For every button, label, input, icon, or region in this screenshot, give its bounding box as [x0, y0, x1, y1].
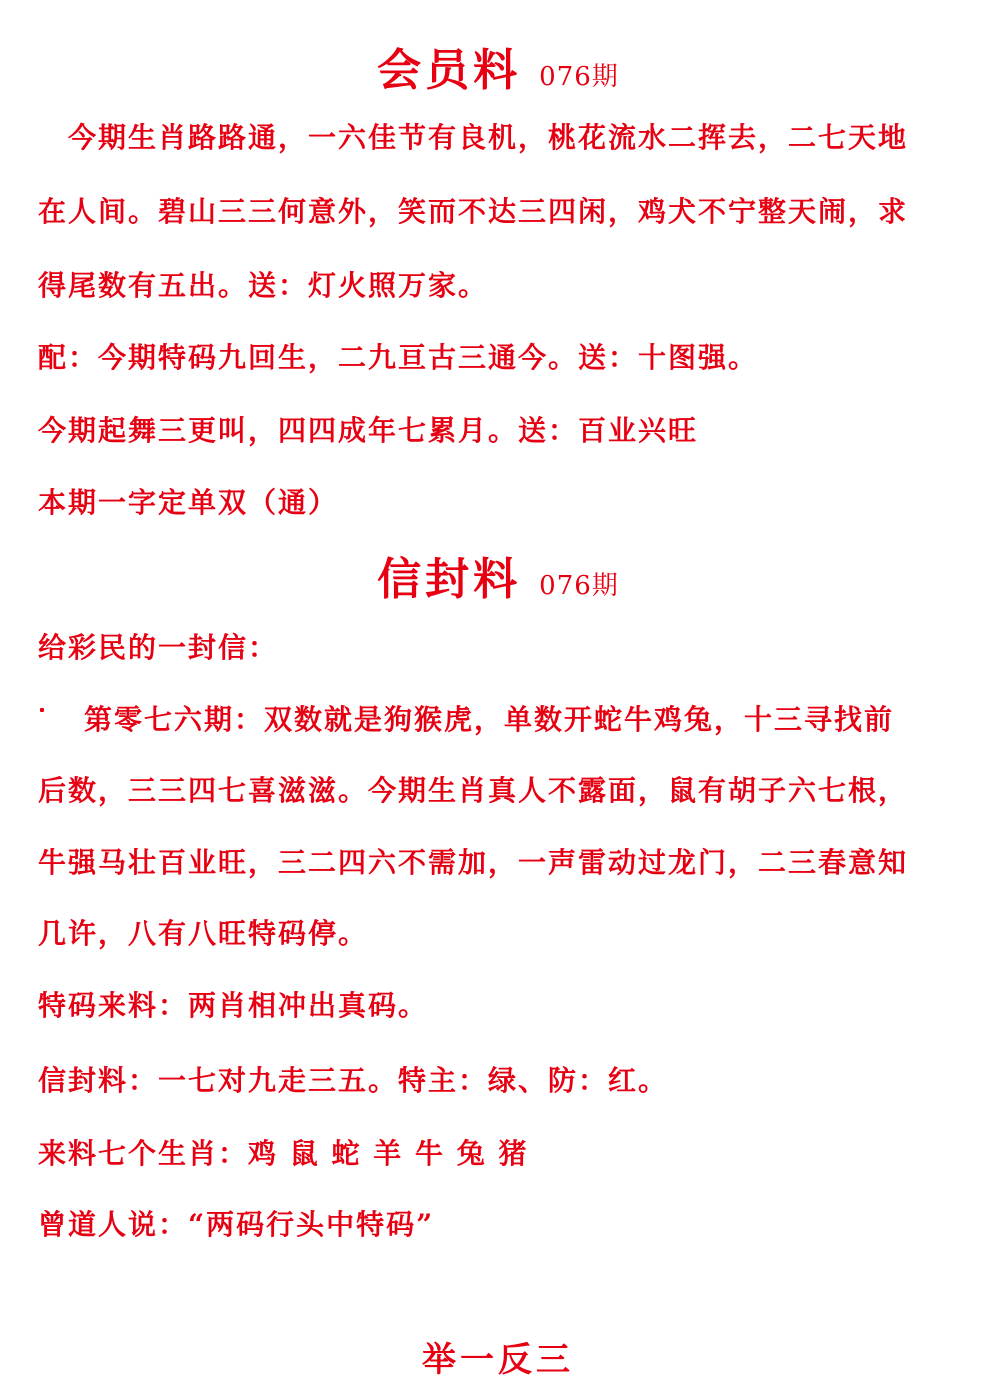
text-line: 给彩民的一封信：: [38, 631, 279, 664]
section-title-envelope: [0, 543, 996, 607]
section-title-text: 会员料: [377, 45, 522, 96]
text-line: 后数，三三四七喜滋滋。今期生肖真人不露面，鼠有胡子六七根，: [38, 774, 909, 807]
text-line: 特码来料：两肖相冲出真码。: [38, 989, 429, 1022]
text-line: 几许，八有八旺特码停。: [38, 917, 369, 950]
text-line: 曾道人说：“两码行头中特码”: [38, 1208, 435, 1241]
text-line: 信封料：一七对九走三五。特主：绿、防：红。: [38, 1064, 669, 1097]
text-line: 得尾数有五出。送：灯火照万家。: [38, 269, 489, 302]
text-line: 今期起舞三更叫，四四成年七累月。送：百业兴旺: [38, 414, 699, 447]
issue-number: 076期: [539, 62, 619, 92]
section-title-member: [0, 34, 996, 98]
footer-heading: 举一反三: [422, 1340, 574, 1380]
text-line: 配：今期特码九回生，二九亘古三通今。送：十图强。: [38, 341, 759, 374]
text-line: 第零七六期：双数就是狗猴虎，单数开蛇牛鸡兔，十三寻找前: [84, 703, 895, 736]
text-line: 来料七个生肖：鸡 鼠 蛇 羊 牛 兔 猪: [38, 1137, 529, 1170]
text-line: 本期一字定单双（通）: [38, 486, 339, 519]
issue-number: 076期: [539, 571, 619, 601]
section-title-text: 信封料: [377, 554, 522, 605]
text-line: 今期生肖路路通，一六佳节有良机，桃花流水二挥去，二七天地: [68, 121, 909, 154]
text-line: 在人间。碧山三三何意外，笑而不达三四闲，鸡犬不宁整天闹，求: [38, 195, 909, 228]
text-line: 牛强马壮百业旺，三二四六不需加，一声雷动过龙门，二三春意知: [38, 846, 909, 879]
